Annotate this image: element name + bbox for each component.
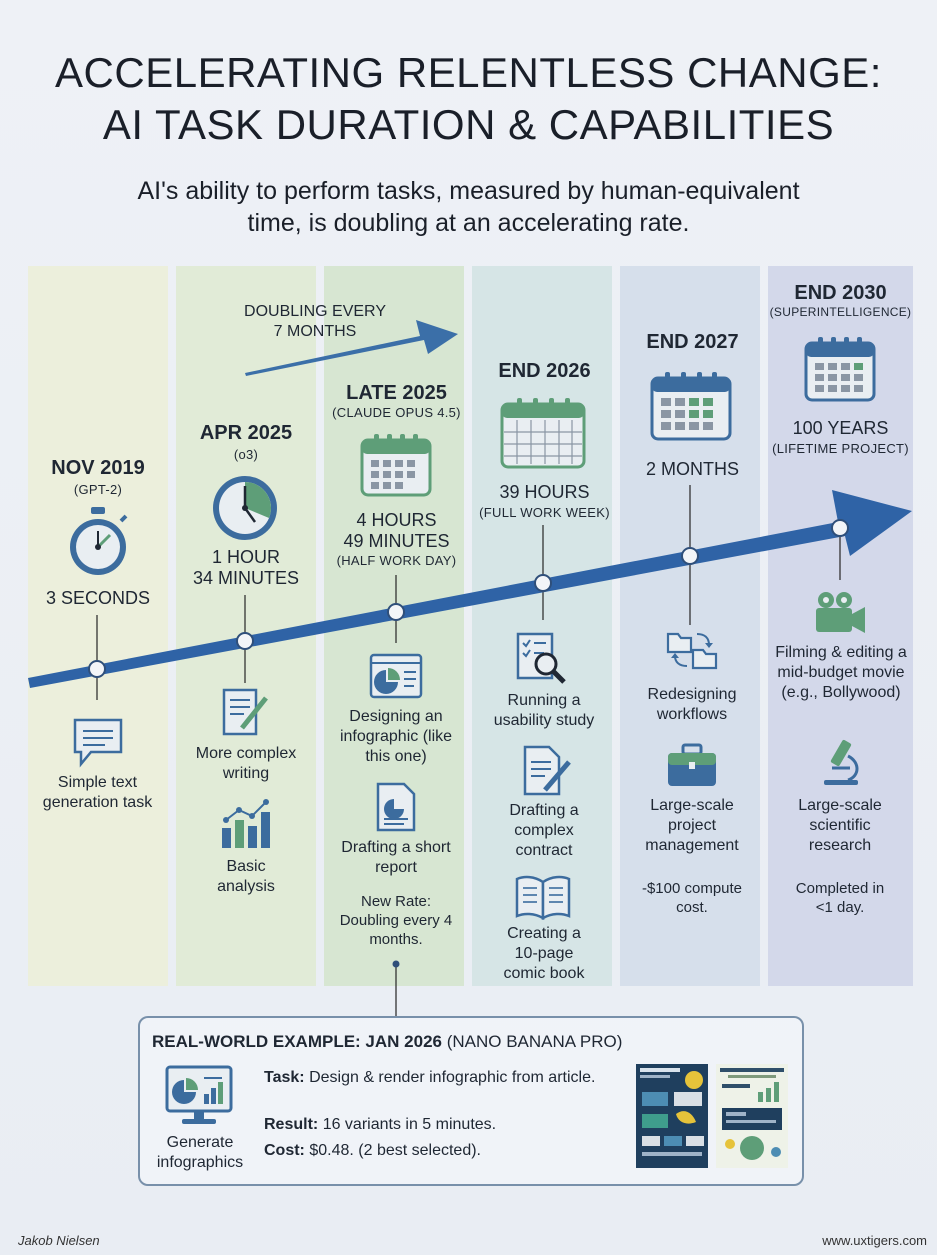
title-line-1: ACCELERATING RELENTLESS CHANGE:: [55, 49, 882, 96]
footer-author: Jakob Nielsen: [18, 1233, 100, 1248]
milestone-2-task-1: More complex writing: [195, 745, 297, 782]
milestone-2-task-2: Basic analysis: [217, 858, 275, 895]
example-icon-label: Generate infographics: [156, 1134, 244, 1171]
milestone-2-model: (o3): [233, 447, 259, 462]
example-cost-label: Cost:: [264, 1142, 305, 1159]
milestone-1-model: (GPT-2): [73, 482, 123, 497]
milestone-4-note: (FULL WORK WEEK): [479, 505, 610, 520]
calendar-icon: [803, 335, 877, 403]
milestone-3-task-1: Designing an infographic (like this one): [339, 708, 453, 765]
doubling-label-line-1: DOUBLING EVERY: [244, 303, 386, 320]
example-heading-rest: (NANO BANANA PRO): [446, 1032, 623, 1051]
chat-bubble-icon: [71, 716, 125, 770]
example-task-label: Task:: [264, 1069, 305, 1086]
milestone-4-task-2: Drafting a complex contract: [509, 802, 579, 859]
stopwatch-icon: [63, 505, 133, 581]
milestone-5-task-2: Large-scale project management: [645, 797, 739, 854]
milestone-3-note: (HALF WORK DAY): [336, 553, 457, 568]
milestone-6-extra: Completed in <1 day.: [795, 880, 885, 916]
milestone-dot-4: [535, 575, 551, 591]
infographic-window-icon: [368, 652, 424, 702]
milestone-4-date: END 2026: [498, 360, 591, 382]
contract-pen-icon: [521, 744, 573, 798]
milestone-3-duration-line-2: 49 MINUTES: [343, 531, 450, 551]
milestone-3-model: (CLAUDE OPUS 4.5): [332, 405, 461, 420]
milestone-6-model: (SUPERINTELLIGENCE): [769, 305, 912, 319]
calendar-icon: [499, 396, 587, 470]
infographic-thumbnail-1: [636, 1064, 708, 1168]
example-heading: [152, 1032, 622, 1052]
example-result: [264, 1116, 609, 1134]
milestone-6-task-1: Filming & editing a mid-budget movie (e.g., Bollywood): [775, 644, 907, 701]
infographic-thumbnail-2: [716, 1064, 788, 1168]
microscope-icon: [818, 736, 864, 788]
checklist-magnifier-icon: [514, 630, 568, 684]
milestone-dot-6: [832, 520, 848, 536]
footer-site: www.uxtigers.com: [822, 1233, 927, 1248]
milestone-1-task-1: Simple text generation task: [42, 774, 153, 811]
milestone-1-duration: 3 SECONDS: [45, 588, 151, 608]
subtitle-line-2: time, is doubling at an accelerating rate.: [247, 209, 690, 237]
milestone-6-task-2: Large-scale scientific research: [798, 797, 882, 854]
milestone-4-duration: 39 HOURS: [499, 482, 590, 502]
milestone-5-task-1: Redesigning workflows: [647, 686, 737, 723]
monitor-chart-icon: [164, 1064, 234, 1128]
milestone-5-extra: -$100 compute cost.: [641, 880, 743, 916]
milestone-dot-1: [89, 661, 105, 677]
example-cost-text: $0.48. (2 best selected).: [309, 1142, 481, 1159]
example-result-label: Result:: [264, 1116, 319, 1133]
calendar-icon: [649, 370, 733, 442]
example-cost: [264, 1142, 609, 1160]
milestone-3-duration-line-1: 4 HOURS: [356, 510, 437, 530]
example-task: [264, 1068, 609, 1088]
milestone-dot-5: [682, 548, 698, 564]
report-icon: [374, 781, 418, 833]
milestone-4-task-3: Creating a 10-page comic book: [503, 925, 585, 982]
milestone-6-date: END 2030: [794, 282, 887, 304]
milestone-3-extra: New Rate: Doubling every 4 months.: [339, 893, 453, 948]
example-result-text: 16 variants in 5 minutes.: [322, 1116, 497, 1133]
real-world-example-panel: [138, 1016, 804, 1186]
milestone-4-task-1: Running a usability study: [493, 692, 595, 729]
milestone-2-duration-line-2: 34 MINUTES: [192, 568, 300, 588]
movie-camera-icon: [812, 590, 868, 636]
example-task-text: Design & render infographic from article.: [309, 1069, 596, 1086]
milestone-3-task-2: Drafting a short report: [341, 839, 451, 876]
milestone-dot-2: [237, 633, 253, 649]
calendar-icon: [359, 432, 433, 498]
milestone-3-date: LATE 2025: [346, 382, 447, 404]
milestone-2-duration-line-1: 1 HOUR: [211, 547, 280, 567]
milestone-dot-3: [388, 604, 404, 620]
title-line-2: AI TASK DURATION & CAPABILITIES: [102, 101, 835, 148]
example-connector-dot: [393, 961, 400, 968]
milestone-5-duration: 2 MONTHS: [645, 459, 739, 479]
briefcase-icon: [665, 742, 719, 788]
workflow-folders-icon: [665, 628, 719, 672]
subtitle-line-1: AI's ability to perform tasks, measured by human-equivalent: [137, 177, 800, 205]
document-pen-icon: [220, 686, 270, 740]
milestone-6-duration: 100 YEARS: [792, 418, 889, 438]
milestone-1-date: NOV 2019: [51, 457, 145, 479]
doubling-label-line-2: 7 MONTHS: [273, 323, 357, 340]
open-book-icon: [514, 874, 572, 920]
example-heading-bold: REAL-WORLD EXAMPLE: JAN 2026: [152, 1032, 442, 1051]
milestone-2-date: APR 2025: [199, 422, 293, 444]
bar-chart-icon: [218, 798, 274, 850]
milestone-6-note: (LIFETIME PROJECT): [772, 441, 909, 456]
clock-icon: [209, 472, 281, 544]
milestone-5-date: END 2027: [646, 331, 739, 353]
